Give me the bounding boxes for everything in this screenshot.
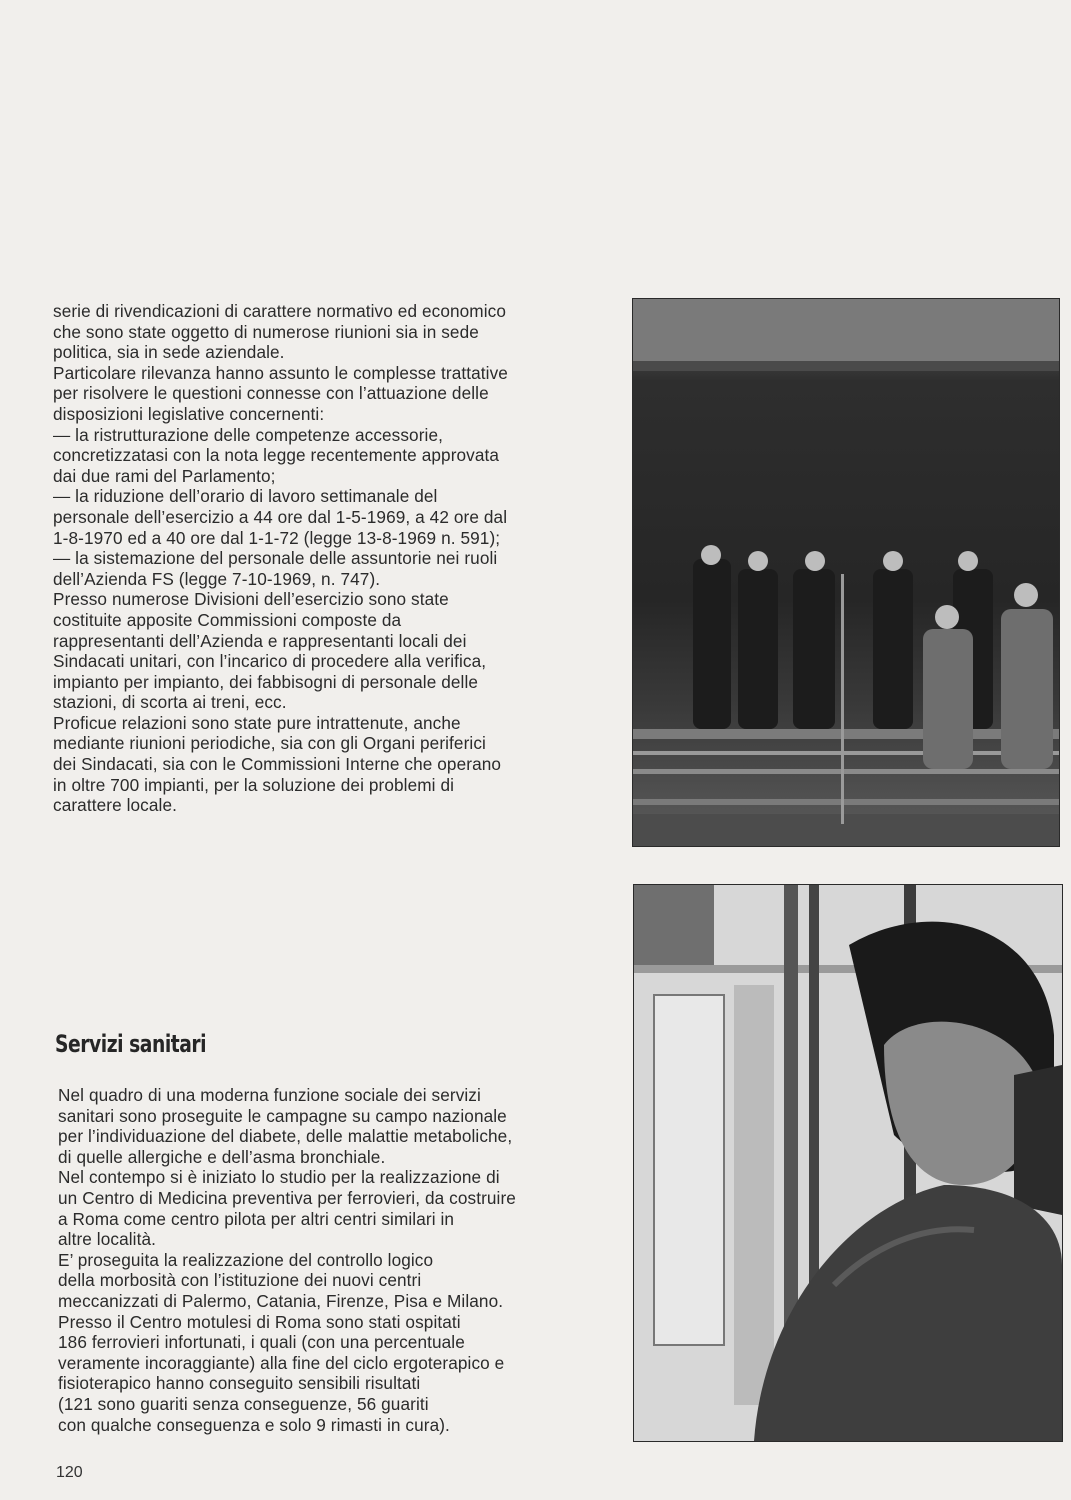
text-line: per risolvere le questioni connesse con l’attuazione delle: [53, 383, 489, 404]
text-line: dei Sindacati, sia con le Commissioni Interne che operano: [53, 754, 502, 775]
text-line: in oltre 700 impianti, per la soluzione dei problemi di: [53, 774, 455, 795]
text-line: di quelle allergiche e dell’asma bronchiale.: [58, 1146, 386, 1167]
text-line: — la ristrutturazione delle competenze accessorie,: [53, 424, 443, 445]
text-line: costituite apposite Commissioni composte da: [53, 609, 402, 630]
text-line: Nel contempo si è iniziato lo studio per la realizzazione di: [58, 1167, 500, 1188]
text-line: — la riduzione dell’orario di lavoro settimanale del: [53, 486, 438, 507]
text-line: Presso numerose Divisioni dell’esercizio sono state: [53, 589, 449, 610]
text-line: dell’Azienda FS (legge 7-10-1969, n. 747).: [53, 568, 381, 589]
section-heading: Servizi sanitari: [55, 1030, 207, 1058]
text-line: 1-8-1970 ed a 40 ore dal 1-1-72 (legge 13-8-1969 n. 591);: [53, 527, 501, 548]
photo-worker-at-machine: [633, 884, 1063, 1442]
text-line: impianto per impianto, dei fabbisogni di personale delle: [53, 671, 479, 692]
text-line: sanitari sono proseguite le campagne su campo nazionale: [58, 1105, 507, 1126]
top-text-block: [53, 301, 613, 816]
text-line: disposizioni legislative concernenti:: [53, 403, 325, 424]
page-number: 120: [56, 1464, 83, 1481]
text-line: 186 ferrovieri infortunati, i quali (con una percentuale: [58, 1332, 465, 1353]
text-line: E’ proseguita la realizzazione del controllo logico: [58, 1249, 434, 1270]
text-line: politica, sia in sede aziendale.: [53, 342, 285, 363]
text-line: veramente incoraggiante) alla fine del ciclo ergoterapico e: [58, 1352, 505, 1373]
text-line: concretizzatasi con la nota legge recentemente approvata: [53, 445, 500, 466]
text-line: Particolare rilevanza hanno assunto le complesse trattative: [53, 362, 508, 383]
text-line: con qualche conseguenza e solo 9 rimasti in cura).: [58, 1414, 450, 1435]
text-line: Proficue relazioni sono state pure intrattenute, anche: [53, 712, 461, 733]
section-text-block: [58, 1085, 618, 1435]
text-line: della morbosità con l’istituzione dei nuovi centri: [58, 1270, 422, 1291]
text-line: — la sistemazione del personale delle assuntorie nei ruoli: [53, 548, 498, 569]
text-line: altre località.: [58, 1229, 156, 1250]
text-line: a Roma come centro pilota per altri centri similari in: [58, 1208, 455, 1229]
text-line: dai due rami del Parlamento;: [53, 465, 276, 486]
text-line: personale dell’esercizio a 44 ore dal 1-5-1969, a 42 ore dal: [53, 506, 508, 527]
photo-officials-on-stage: [632, 298, 1060, 847]
text-line: Presso il Centro motulesi di Roma sono stati ospitati: [58, 1311, 461, 1332]
text-line: meccanizzati di Palermo, Catania, Firenze, Pisa e Milano.: [58, 1290, 504, 1311]
text-line: serie di rivendicazioni di carattere normativo ed economico: [53, 301, 506, 321]
text-line: che sono state oggetto di numerose riunioni sia in sede: [53, 321, 479, 342]
text-line: Nel quadro di una moderna funzione sociale dei servizi: [58, 1085, 481, 1105]
text-line: Sindacati unitari, con l’incarico di procedere alla verifica,: [53, 651, 487, 672]
text-line: (121 sono guariti senza conseguenze, 56 guariti: [58, 1393, 429, 1414]
text-line: stazioni, di scorta ai treni, ecc.: [53, 692, 287, 713]
text-line: un Centro di Medicina preventiva per ferrovieri, da costruire: [58, 1187, 516, 1208]
text-line: per l’individuazione del diabete, delle malattie metaboliche,: [58, 1126, 513, 1147]
text-line: fisioterapico hanno conseguito sensibili risultati: [58, 1373, 421, 1394]
text-line: rappresentanti dell’Azienda e rappresentanti locali dei: [53, 630, 467, 651]
text-line: mediante riunioni periodiche, sia con gli Organi periferici: [53, 733, 486, 754]
text-line: carattere locale.: [53, 795, 177, 816]
